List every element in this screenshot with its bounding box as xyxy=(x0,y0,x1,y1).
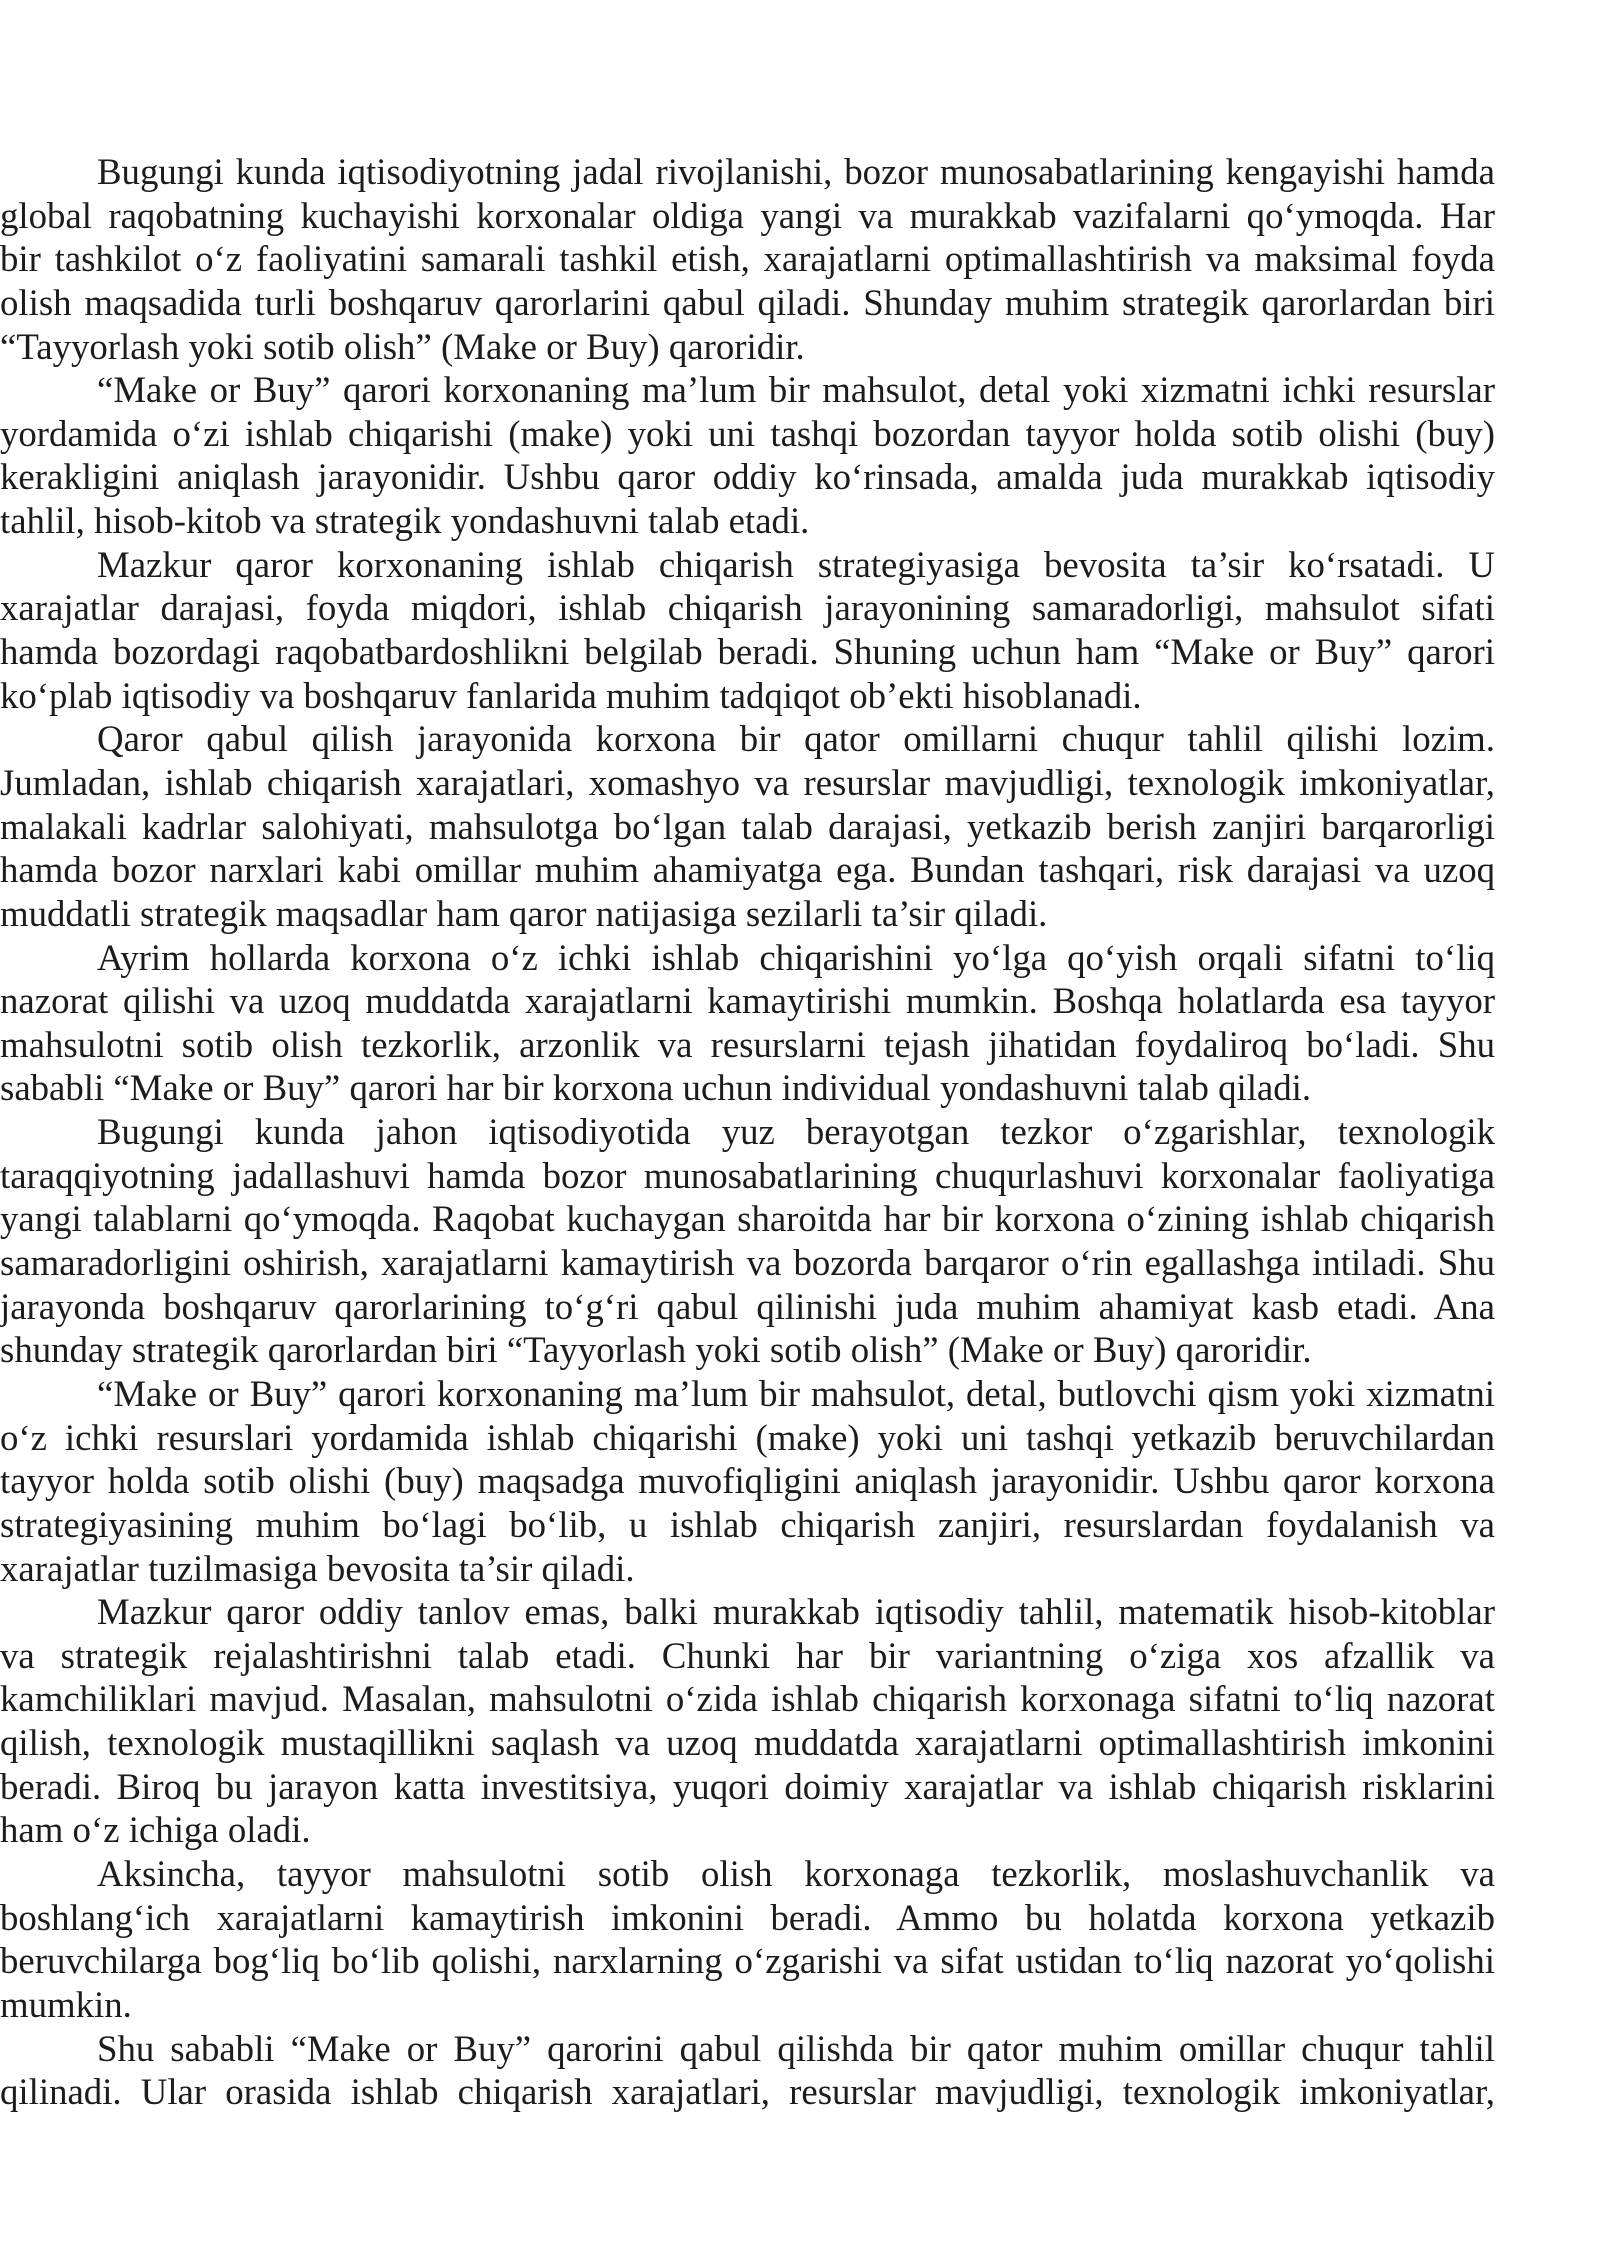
paragraph-line: global raqobatning kuchayishi korxonalar oldiga yangi va murakkab vazifalarni qo‘ymoqda. Har xyxy=(0,194,1495,236)
paragraph-line: malakali kadrlar salohiyati, mahsulotga bo‘lgan talab darajasi, yetkazib berish zanjiri barqarorligi xyxy=(0,805,1495,847)
paragraph-line: muddatli strategik maqsadlar ham qaror natijasiga sezilarli ta’sir qiladi. xyxy=(0,892,1048,934)
paragraph-line: xarajatlar tuzilmasiga bevosita ta’sir qiladi. xyxy=(0,1547,635,1589)
paragraph-line: mumkin. xyxy=(0,1983,132,2025)
paragraph-line: beradi. Biroq bu jarayon katta investitsiya, yuqori doimiy xarajatlar va ishlab chiqarish risklarini xyxy=(0,1765,1495,1807)
paragraph xyxy=(0,717,1495,935)
paragraph-line: bir tashkilot o‘z faoliyatini samarali tashkil etish, xarajatlarni optimallashtirish va maksimal foyda xyxy=(0,238,1495,280)
paragraph xyxy=(0,150,1495,368)
paragraph-line: Shu sababli “Make or Buy” qarorini qabul qilishda bir qator muhim omillar chuqur tahlil xyxy=(97,2027,1495,2069)
paragraph xyxy=(0,1852,1495,2027)
paragraph-line: Jumladan, ishlab chiqarish xarajatlari, xomashyo va resurslar mavjudligi, texnologik imkoniyatlar, xyxy=(0,761,1495,803)
paragraph-line: “Make or Buy” qarori korxonaning ma’lum bir mahsulot, detal yoki xizmatni ichki resurslar xyxy=(97,369,1495,411)
paragraph-line: Bugungi kunda jahon iqtisodiyotida yuz berayotgan tezkor o‘zgarishlar, texnologik xyxy=(97,1111,1495,1153)
paragraph-line: olish maqsadida turli boshqaruv qarorlarini qabul qiladi. Shunday muhim strategik qarorlardan biri xyxy=(0,281,1495,323)
paragraph xyxy=(0,936,1495,1111)
paragraph-line: ko‘plab iqtisodiy va boshqaruv fanlarida muhim tadqiqot ob’ekti hisoblanadi. xyxy=(0,674,1142,716)
paragraph-line: va strategik rejalashtirishni talab etadi. Chunki har bir variantning o‘ziga xos afzallik va xyxy=(0,1634,1495,1676)
paragraph xyxy=(0,368,1495,543)
paragraph-line: tayyor holda sotib olishi (buy) maqsadga muvofiqligini aniqlash jarayonidir. Ushbu qaror korxona xyxy=(0,1460,1495,1502)
paragraph-line: kerakligini aniqlash jarayonidir. Ushbu qaror oddiy ko‘rinsada, amalda juda murakkab iqtisodiy xyxy=(0,456,1495,498)
paragraph-line: yangi talablarni qo‘ymoqda. Raqobat kuchaygan sharoitda har bir korxona o‘zining ishlab chiqarish xyxy=(0,1198,1495,1240)
paragraph-line: shunday strategik qarorlardan biri “Tayyorlash yoki sotib olish” (Make or Buy) qaroridir. xyxy=(0,1329,1312,1371)
paragraph-line: Mazkur qaror korxonaning ishlab chiqarish strategiyasiga bevosita ta’sir ko‘rsatadi. U xyxy=(97,543,1495,585)
paragraph xyxy=(0,1590,1495,1852)
paragraph-line: Mazkur qaror oddiy tanlov emas, balki murakkab iqtisodiy tahlil, matematik hisob-kitoblar xyxy=(97,1591,1495,1633)
paragraph-line: ham o‘z ichiga oladi. xyxy=(0,1809,311,1851)
paragraph-line: hamda bozor narxlari kabi omillar muhim ahamiyatga ega. Bundan tashqari, risk darajasi va uzoq xyxy=(0,849,1495,891)
paragraph-line: kamchiliklari mavjud. Masalan, mahsulotni o‘zida ishlab chiqarish korxonaga sifatni to‘liq nazorat xyxy=(0,1678,1495,1720)
paragraph-line: hamda bozordagi raqobatbardoshlikni belgilab beradi. Shuning uchun ham “Make or Buy” qarori xyxy=(0,631,1495,673)
paragraph-line: tahlil, hisob-kitob va strategik yondashuvni talab etadi. xyxy=(0,500,810,542)
paragraph-line: Qaror qabul qilish jarayonida korxona bir qator omillarni chuqur tahlil qilishi lozim. xyxy=(97,718,1495,760)
paragraph xyxy=(0,2027,1495,2114)
paragraph xyxy=(0,1110,1495,1372)
paragraph-line: o‘z ichki resurslari yordamida ishlab chiqarishi (make) yoki uni tashqi yetkazib beruvchilardan xyxy=(0,1416,1495,1458)
paragraph-line: Ayrim hollarda korxona o‘z ichki ishlab chiqarishini yo‘lga qo‘yish orqali sifatni to‘liq xyxy=(97,936,1495,978)
paragraph-line: beruvchilarga bog‘liq bo‘lib qolishi, narxlarning o‘zgarishi va sifat ustidan to‘liq nazorat yo‘qolishi xyxy=(0,1940,1495,1982)
paragraph-line: strategiyasining muhim bo‘lagi bo‘lib, u ishlab chiqarish zanjiri, resurslardan foydalanish va xyxy=(0,1503,1495,1545)
paragraph-line: samaradorligini oshirish, xarajatlarni kamaytirish va bozorda barqaror o‘rin egallashga intiladi. Shu xyxy=(0,1242,1495,1284)
paragraph-line: yordamida o‘zi ishlab chiqarishi (make) yoki uni tashqi bozordan tayyor holda sotib olishi (buy) xyxy=(0,412,1495,454)
paragraph-line: qilish, texnologik mustaqillikni saqlash va uzoq muddatda xarajatlarni optimallashtirish imkonini xyxy=(0,1722,1495,1764)
paragraph-line: boshlang‘ich xarajatlarni kamaytirish imkonini beradi. Ammo bu holatda korxona yetkazib xyxy=(0,1896,1495,1938)
paragraph-line: jarayonda boshqaruv qarorlarining to‘g‘ri qabul qilinishi juda muhim ahamiyat kasb etadi. Ana xyxy=(0,1285,1495,1327)
paragraph-line: sababli “Make or Buy” qarori har bir korxona uchun individual yondashuvni talab qiladi. xyxy=(0,1067,1312,1109)
paragraph-line: “Make or Buy” qarori korxonaning ma’lum bir mahsulot, detal, butlovchi qism yoki xizmatni xyxy=(97,1372,1495,1414)
paragraph-line: nazorat qilishi va uzoq muddatda xarajatlarni kamaytirishi mumkin. Boshqa holatlarda esa tayyor xyxy=(0,980,1495,1022)
paragraph-line: taraqqiyotning jadallashuvi hamda bozor munosabatlarining chuqurlashuvi korxonalar faoliyatiga xyxy=(0,1154,1495,1196)
paragraph-line: “Tayyorlash yoki sotib olish” (Make or Buy) qaroridir. xyxy=(0,325,805,367)
paragraph xyxy=(0,1372,1495,1590)
paragraph xyxy=(0,543,1495,718)
paragraph-line: mahsulotni sotib olish tezkorlik, arzonlik va resurslarni tejash jihatidan foydaliroq bo‘ladi. Shu xyxy=(0,1023,1495,1065)
paragraph-line: Bugungi kunda iqtisodiyotning jadal rivojlanishi, bozor munosabatlarining kengayishi hamda xyxy=(97,151,1495,192)
paragraph-line: xarajatlar darajasi, foyda miqdori, ishlab chiqarish jarayonining samaradorligi, mahsulot sifati xyxy=(0,587,1495,629)
document-body xyxy=(0,150,1495,2114)
paragraph-line: Aksincha, tayyor mahsulotni sotib olish korxonaga tezkorlik, moslashuvchanlik va xyxy=(97,1852,1495,1894)
paragraph-line: qilinadi. Ular orasida ishlab chiqarish xarajatlari, resurslar mavjudligi, texnologik imkoniyatlar, xyxy=(0,2071,1495,2113)
